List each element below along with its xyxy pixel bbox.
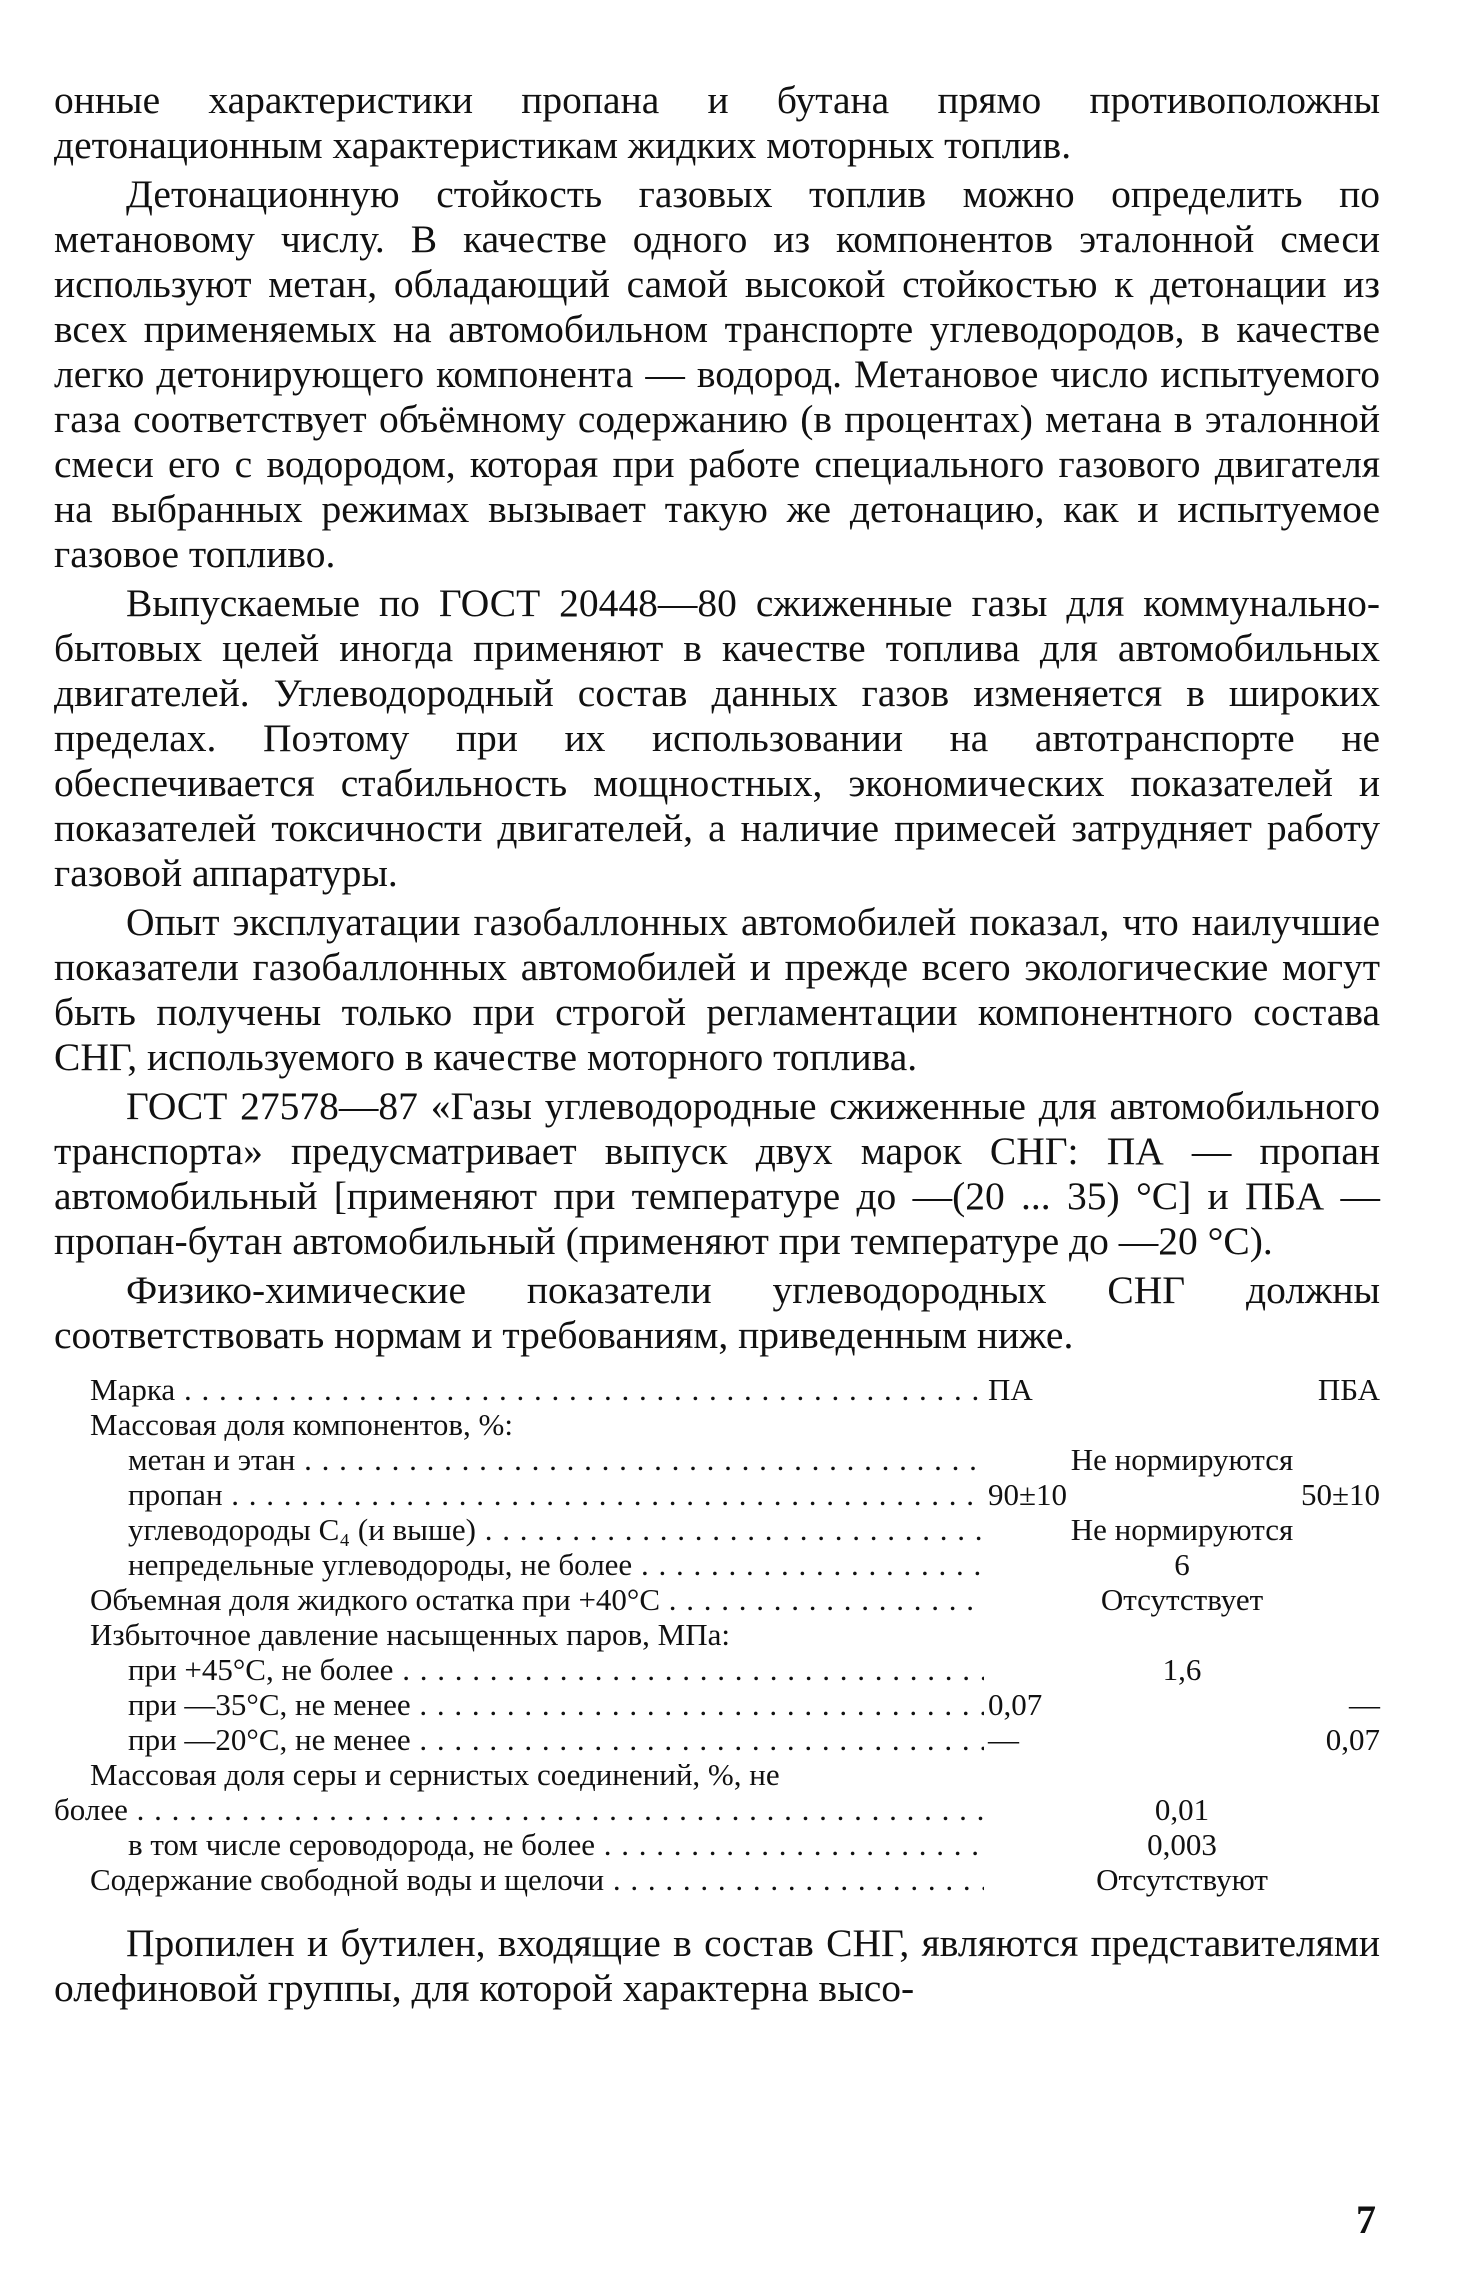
pa-value: 90±10 [988, 1477, 1068, 1512]
pba-value: — [1349, 1687, 1380, 1722]
pba-value: 50±10 [1300, 1477, 1380, 1512]
table-row [54, 1617, 1380, 1652]
table-row [54, 1757, 1380, 1792]
table-row [54, 1722, 1380, 1757]
row-label: более . . . [54, 1792, 984, 1827]
section-header: Избыточное давление насыщенных паров, МПа: [90, 1617, 730, 1652]
shared-value: Не нормируются [1070, 1442, 1294, 1477]
paragraph-1: онные характеристики пропана и бутана прямо противоположны детонационным характеристикам жидких моторных топлив. [54, 78, 1380, 167]
pba-value: 0,07 [1325, 1722, 1380, 1757]
row-label: Содержание свободной воды и щелочи . . . [54, 1862, 984, 1897]
row-label: Объемная доля жидкого остатка при +40°С . . . [54, 1582, 984, 1617]
table-row [54, 1827, 1380, 1862]
table-row [54, 1442, 1380, 1477]
row-label: непредельные углеводороды, не более . . . [54, 1547, 984, 1582]
spec-table [54, 1372, 1380, 1897]
row-label: в том числе сероводорода, не более . . . [54, 1827, 984, 1862]
row-label: метан и этан . . . [54, 1442, 984, 1477]
table-row [54, 1582, 1380, 1617]
shared-value: 0,01 [1154, 1792, 1210, 1827]
table-row [54, 1862, 1380, 1897]
table-row [54, 1687, 1380, 1722]
row-label: Марка . . . [54, 1372, 984, 1407]
pa-value: 0,07 [988, 1687, 1043, 1722]
table-row [54, 1792, 1380, 1827]
table-row [54, 1652, 1380, 1687]
pba-value: ПБА [1317, 1372, 1380, 1407]
paragraph-3: Выпускаемые по ГОСТ 20448—80 сжиженные газы для коммунально-бытовых целей иногда применяют в качестве топлива для автомобильных двигателей. Углеводородный состав данных газов изменяется в широких пределах. Поэтому при их использовании на автотранспорте не обеспечивается стабильность мощностных, экономических показателей и показателей токсичности двигателей, а наличие примесей затрудняет работу газовой аппаратуры. [54, 581, 1380, 895]
row-label: углеводороды С₄ (и выше) . . . [54, 1512, 984, 1547]
paragraph-4: Опыт эксплуатации газобаллонных автомобилей показал, что наилучшие показатели газобаллонных автомобилей и прежде всего экологические могут быть получены только при строгой регламентации компонентного состава СНГ, используемого в качестве моторного топлива. [54, 900, 1380, 1079]
section-header: Массовая доля компонентов, %: [90, 1407, 513, 1442]
shared-value: Не нормируются [1070, 1512, 1294, 1547]
closing-paragraph: Пропилен и бутилен, входящие в состав СНГ, являются представителями олефиновой группы, для которой характерна высо- [54, 1921, 1380, 2010]
row-label: при —35°С, не менее . . . [54, 1687, 984, 1722]
shared-value: 0,003 [1147, 1827, 1217, 1862]
table-row [54, 1407, 1380, 1442]
paragraph-2: Детонационную стойкость газовых топлив можно определить по метановому числу. В качестве одного из компонентов эталонной смеси используют метан, обладающий самой высокой стойкостью к детонации из всех применяемых на автомобильном транспорте углеводородов, в качестве легко детонирующего компонента — водород. Метановое число испытуемого газа соответствует объёмному содержанию (в процентах) метана в эталонной смеси его с водородом, которая при работе специального газового двигателя на выбранных режимах вызывает такую же детонацию, как и испытуемое газовое топливо. [54, 172, 1380, 576]
shared-value: 1,6 [1162, 1652, 1202, 1687]
row-label: Массовая доля серы и сернистых соединений, %, не [90, 1757, 780, 1792]
body-text [54, 78, 1380, 2015]
table-row [54, 1512, 1380, 1547]
row-label: пропан . . . [54, 1477, 984, 1512]
pa-value: ПА [988, 1372, 1033, 1407]
row-label: при —20°С, не менее . . . [54, 1722, 984, 1757]
row-label: при +45°С, не более . . . [54, 1652, 984, 1687]
shared-value: Отсутствует [1100, 1582, 1264, 1617]
table-row [54, 1477, 1380, 1512]
table-row [54, 1372, 1380, 1407]
page-number: 7 [1356, 2197, 1376, 2242]
shared-value: Отсутствуют [1096, 1862, 1268, 1897]
paragraph-5: ГОСТ 27578—87 «Газы углеводородные сжиженные для автомобильного транспорта» предусматривает выпуск двух марок СНГ: ПА — пропан автомобильный [применяют при температуре до —(20 ... 35) °С] и ПБА — пропан-бутан автомобильный (применяют при температуре до —20 °С). [54, 1084, 1380, 1263]
pa-value: — [988, 1722, 1019, 1757]
table-row [54, 1547, 1380, 1582]
shared-value: 6 [1174, 1547, 1190, 1582]
paragraph-6: Физико-химические показатели углеводородных СНГ должны соответствовать нормам и требованиям, приведенным ниже. [54, 1268, 1380, 1357]
